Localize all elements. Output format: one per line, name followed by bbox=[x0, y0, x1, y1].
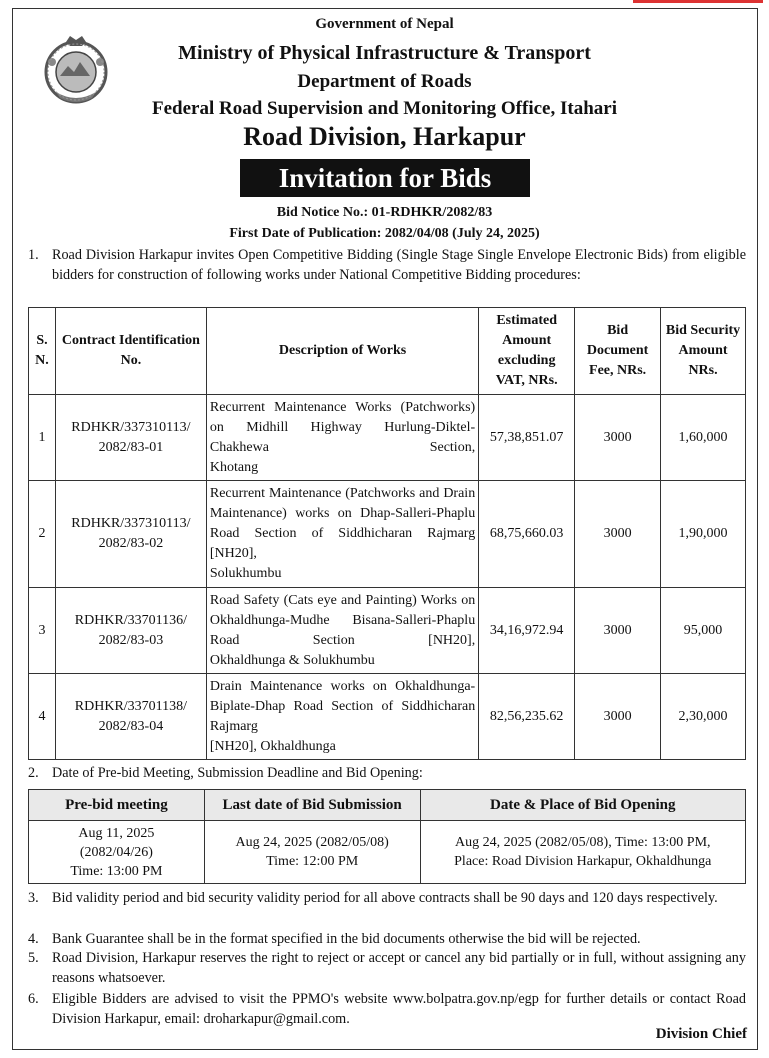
cell-security-amount: 1,60,000 bbox=[661, 395, 746, 481]
header-prebid: Pre-bid meeting bbox=[29, 790, 205, 821]
table-row bbox=[29, 588, 746, 674]
cell-opening bbox=[420, 821, 746, 884]
description-main: Road Safety (Cats eye and Painting) Works on Okhaldhunga-Mudhe Bisana-Salleri-Phaplu Road Section [NH20], bbox=[209, 592, 476, 648]
paragraph-text: Bid validity period and bid security validity period for all above contracts shall be 90 days and 120 days respectively. bbox=[52, 890, 718, 906]
cell-document-fee: 3000 bbox=[575, 481, 661, 588]
government-line: Government of Nepal bbox=[315, 16, 454, 32]
contract-id-line1: RDHKR/33701136/ bbox=[74, 612, 188, 628]
paragraph-text: Bank Guarantee shall be in the format specified in the bid documents otherwise the bid will be rejected. bbox=[52, 931, 641, 947]
dates-table bbox=[28, 789, 746, 884]
cell-description bbox=[206, 674, 478, 760]
prebid-time: Time: 13:00 PM bbox=[70, 863, 163, 879]
submission-date: Aug 24, 2025 (2082/05/08) bbox=[235, 835, 389, 850]
contract-id-line2: 2082/83-04 bbox=[98, 718, 164, 734]
cell-security-amount: 2,30,000 bbox=[661, 674, 746, 760]
paragraph-text: Road Division Harkapur invites Open Competitive Bidding (Single Stage Single Envelope Electronic Bids) from eligible bidders for construction of following works under National Competitive Bidding procedures: bbox=[52, 247, 746, 283]
header-sn: S. N. bbox=[29, 308, 56, 395]
description-last: Okhaldhunga & Solukhumbu bbox=[209, 652, 375, 668]
cell-contract-id bbox=[55, 588, 206, 674]
cell-sn: 2 bbox=[29, 481, 56, 588]
cell-estimated-amount: 82,56,235.62 bbox=[479, 674, 575, 760]
header-document-fee: Bid Document Fee, NRs. bbox=[575, 308, 661, 395]
division-line: Road Division, Harkapur bbox=[243, 122, 526, 151]
contract-id-line2: 2082/83-02 bbox=[98, 536, 164, 551]
cell-security-amount: 1,90,000 bbox=[661, 481, 746, 588]
works-table-header bbox=[29, 308, 746, 395]
paragraph-text: Road Division, Harkapur reserves the right to reject or accept or cancel any bid partially or in full, without assigning any reasons whatsoever. bbox=[52, 950, 746, 986]
paragraph-number: 5. bbox=[28, 950, 39, 966]
paragraph-3 bbox=[28, 888, 746, 908]
header-description: Description of Works bbox=[206, 308, 478, 395]
cell-security-amount: 95,000 bbox=[661, 588, 746, 674]
opening-place: Place: Road Division Harkapur, Okhaldhunga bbox=[454, 854, 712, 869]
cell-estimated-amount: 57,38,851.07 bbox=[479, 395, 575, 481]
cell-estimated-amount: 34,16,972.94 bbox=[479, 588, 575, 674]
top-red-mark bbox=[633, 0, 763, 3]
cell-contract-id bbox=[55, 674, 206, 760]
cell-description bbox=[206, 588, 478, 674]
paragraph-5 bbox=[28, 948, 746, 988]
contract-id-line1: RDHKR/337310113/ bbox=[71, 516, 191, 531]
table-row bbox=[29, 821, 746, 884]
paragraph-6 bbox=[28, 989, 746, 1029]
submission-time: Time: 12:00 PM bbox=[266, 854, 359, 869]
table-row bbox=[29, 481, 746, 588]
publication-date: First Date of Publication: 2082/04/08 (July 24, 2025) bbox=[229, 226, 540, 241]
table-row bbox=[29, 395, 746, 481]
cell-sn: 4 bbox=[29, 674, 56, 760]
paragraph-4 bbox=[28, 929, 746, 949]
description-last: Khotang bbox=[209, 459, 259, 475]
prebid-date-bs: (2082/04/26) bbox=[79, 844, 153, 860]
office-line: Federal Road Supervision and Monitoring Office, Itahari bbox=[152, 98, 617, 119]
description-main: Drain Maintenance works on Okhaldhunga-Biplate-Dhap Road Section of Siddhicharan Rajmarg bbox=[209, 678, 476, 734]
cell-document-fee: 3000 bbox=[575, 674, 661, 760]
department-line: Department of Roads bbox=[297, 71, 472, 92]
cell-contract-id bbox=[55, 481, 206, 588]
contract-id-line2: 2082/83-03 bbox=[98, 632, 164, 648]
paragraph-text: Eligible Bidders are advised to visit the PPMO's website www.bolpatra.gov.np/egp for further details or contact Road Division Harkapur, email: droharkapur@gmail.com. bbox=[52, 991, 746, 1027]
cell-estimated-amount: 68,75,660.03 bbox=[479, 481, 575, 588]
contract-id-line2: 2082/83-01 bbox=[98, 439, 164, 455]
description-last: Solukhumbu bbox=[209, 566, 282, 581]
cell-sn: 3 bbox=[29, 588, 56, 674]
description-main: Recurrent Maintenance Works (Patchworks) on Midhill Highway Hurlung-Diktel-Chakhewa Section, bbox=[209, 399, 476, 455]
cell-document-fee: 3000 bbox=[575, 395, 661, 481]
cell-document-fee: 3000 bbox=[575, 588, 661, 674]
cell-prebid bbox=[29, 821, 205, 884]
paragraph-number: 1. bbox=[28, 247, 39, 263]
cell-submission bbox=[204, 821, 420, 884]
header-submission: Last date of Bid Submission bbox=[204, 790, 420, 821]
description-last: [NH20], Okhaldhunga bbox=[209, 738, 336, 754]
contract-id-line1: RDHKR/337310113/ bbox=[71, 419, 191, 435]
paragraph-number: 6. bbox=[28, 991, 39, 1007]
cell-contract-id bbox=[55, 395, 206, 481]
cell-sn: 1 bbox=[29, 395, 56, 481]
paragraph-number: 4. bbox=[28, 931, 39, 947]
cell-description bbox=[206, 395, 478, 481]
ministry-line: Ministry of Physical Infrastructure & Transport bbox=[178, 42, 591, 64]
header-estimated-amount: Estimated Amount excluding VAT, NRs. bbox=[479, 308, 575, 395]
paragraph-1 bbox=[28, 245, 746, 285]
notice-title-banner: Invitation for Bids bbox=[240, 159, 530, 197]
contract-id-line1: RDHKR/33701138/ bbox=[74, 698, 188, 714]
cell-description bbox=[206, 481, 478, 588]
paragraph-text: Date of Pre-bid Meeting, Submission Deadline and Bid Opening: bbox=[52, 765, 423, 781]
paragraph-number: 2. bbox=[28, 765, 39, 781]
table-row bbox=[29, 674, 746, 760]
header-security-amount: Bid Security Amount NRs. bbox=[661, 308, 746, 395]
prebid-date: Aug 11, 2025 bbox=[78, 825, 155, 841]
works-table bbox=[28, 307, 746, 760]
signature-line: Division Chief bbox=[655, 1026, 747, 1042]
header-contract-id: Contract Identification No. bbox=[55, 308, 206, 395]
description-main: Recurrent Maintenance (Patchworks and Drain Maintenance) works on Dhap-Salleri-Phaplu Road Section of Siddhicharan Rajmarg [NH20], bbox=[209, 486, 476, 561]
paragraph-number: 3. bbox=[28, 890, 39, 906]
paragraph-2 bbox=[28, 763, 746, 783]
opening-date: Aug 24, 2025 (2082/05/08), Time: 13:00 PM, bbox=[454, 835, 711, 850]
bid-notice-number: Bid Notice No.: 01-RDHKR/2082/83 bbox=[276, 205, 493, 220]
header-opening: Date & Place of Bid Opening bbox=[420, 790, 746, 821]
dates-table-header bbox=[29, 790, 746, 821]
